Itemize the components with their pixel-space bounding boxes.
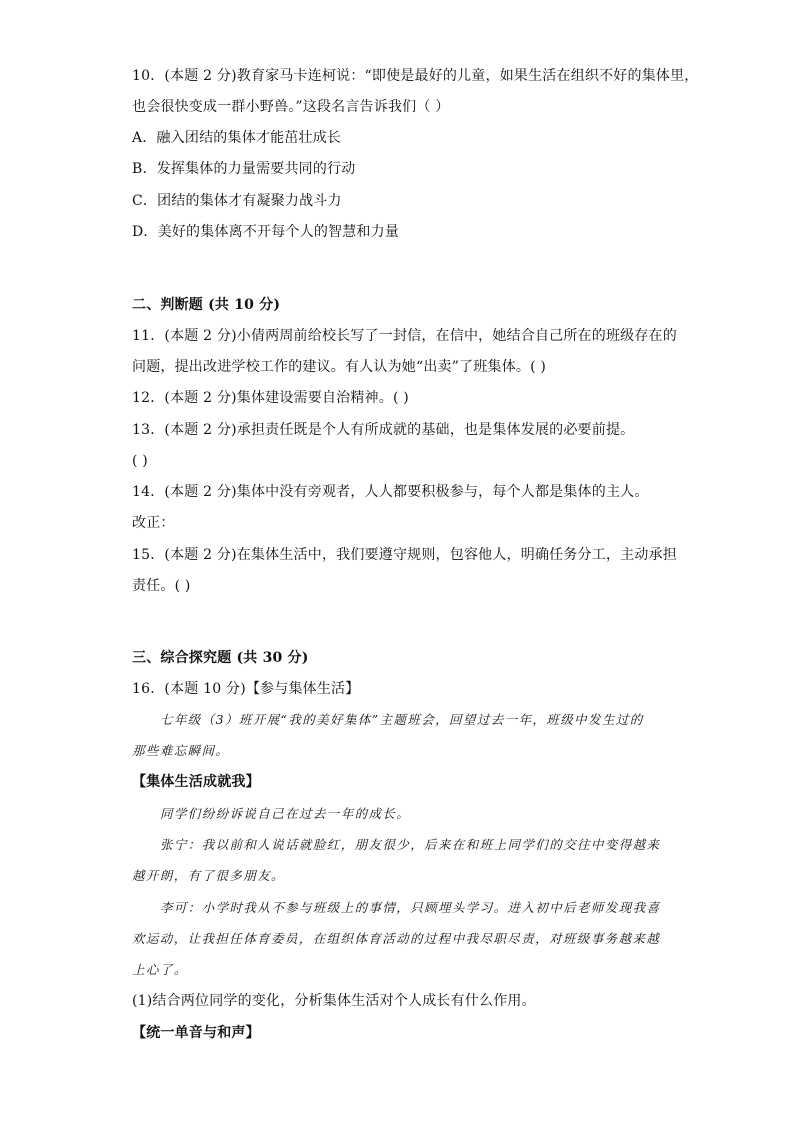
q10-stem-line2: 也会很快变成一群小野兽。”这段名言告诉我们（ ） (132, 99, 450, 115)
q10-option-a: A．融入团结的集体才能茁壮成长 (132, 130, 342, 146)
q10-stem-line1: 10．(本题 2 分)教育家马卡连柯说：“即使是最好的儿童，如果生活在组织不好的集体里， (132, 68, 699, 84)
q12: 12．(本题 2 分)集体建设需要自治精神。( ) (132, 390, 409, 406)
q10-option-c: C．团结的集体才有凝聚力战斗力 (132, 193, 342, 209)
q13-line2: ( ) (132, 453, 148, 469)
q11-line1: 11．(本题 2 分)小倩两周前给校长写了一封信，在信中，她结合自己所在的班级存在的 (132, 328, 677, 344)
q14: 14．(本题 2 分)集体中没有旁观者，人人都要积极参与，每个人都是集体的主人。 (132, 484, 649, 500)
q16-intro-line1: 七年级（3）班开展“我的美好集体”主题班会，回望过去一年，班级中发生过的 (160, 712, 644, 727)
q10-option-d: D．美好的集体离不开每个人的智慧和力量 (132, 224, 400, 240)
zhang-line1: 张宁：我以前和人说话就脸红，朋友很少，后来在和班上同学们的交往中变得越来 (160, 837, 661, 852)
subheading-unison-harmony: 【统一单音与和声】 (132, 1025, 260, 1041)
q15-line2: 责任。( ) (132, 578, 191, 594)
growth-line: 同学们纷纷诉说自己在过去一年的成长。 (160, 806, 411, 821)
li-line3: 上心了。 (132, 962, 188, 977)
q10-option-b: B．发挥集体的力量需要共同的行动 (132, 161, 356, 177)
q16-intro-line2: 那些难忘瞬间。 (132, 743, 230, 758)
q16-sub-question-1: (1)结合两位同学的变化，分析集体生活对个人成长有什么作用。 (132, 993, 536, 1009)
section2-title: 二、判断题 (共 10 分) (132, 297, 281, 313)
q13-line1: 13．(本题 2 分)承担责任既是个人有所成就的基础，也是集体发展的必要前提。 (132, 422, 635, 438)
section3-title: 三、综合探究题 (共 30 分) (132, 650, 309, 666)
q15-line1: 15．(本题 2 分)在集体生活中，我们要遵守规则，包容他人，明确任务分工，主动承担 (132, 547, 677, 563)
q14-correction-label: 改正： (132, 515, 175, 531)
q16-head: 16．(本题 10 分)【参与集体生活】 (132, 681, 360, 697)
subheading-collective-life: 【集体生活成就我】 (132, 774, 260, 790)
zhang-line2: 越开朗，有了很多朋友。 (132, 868, 285, 883)
q11-line2: 问题，提出改进学校工作的建议。有人认为她“出卖”了班集体。( ) (132, 359, 547, 375)
li-line2: 欢运动，让我担任体育委员，在组织体育活动的过程中我尽职尽责，对班级事务越来越 (132, 931, 661, 946)
li-line1: 李可：小学时我从不参与班级上的事情，只顾埋头学习。进入初中后老师发现我喜 (160, 900, 661, 915)
